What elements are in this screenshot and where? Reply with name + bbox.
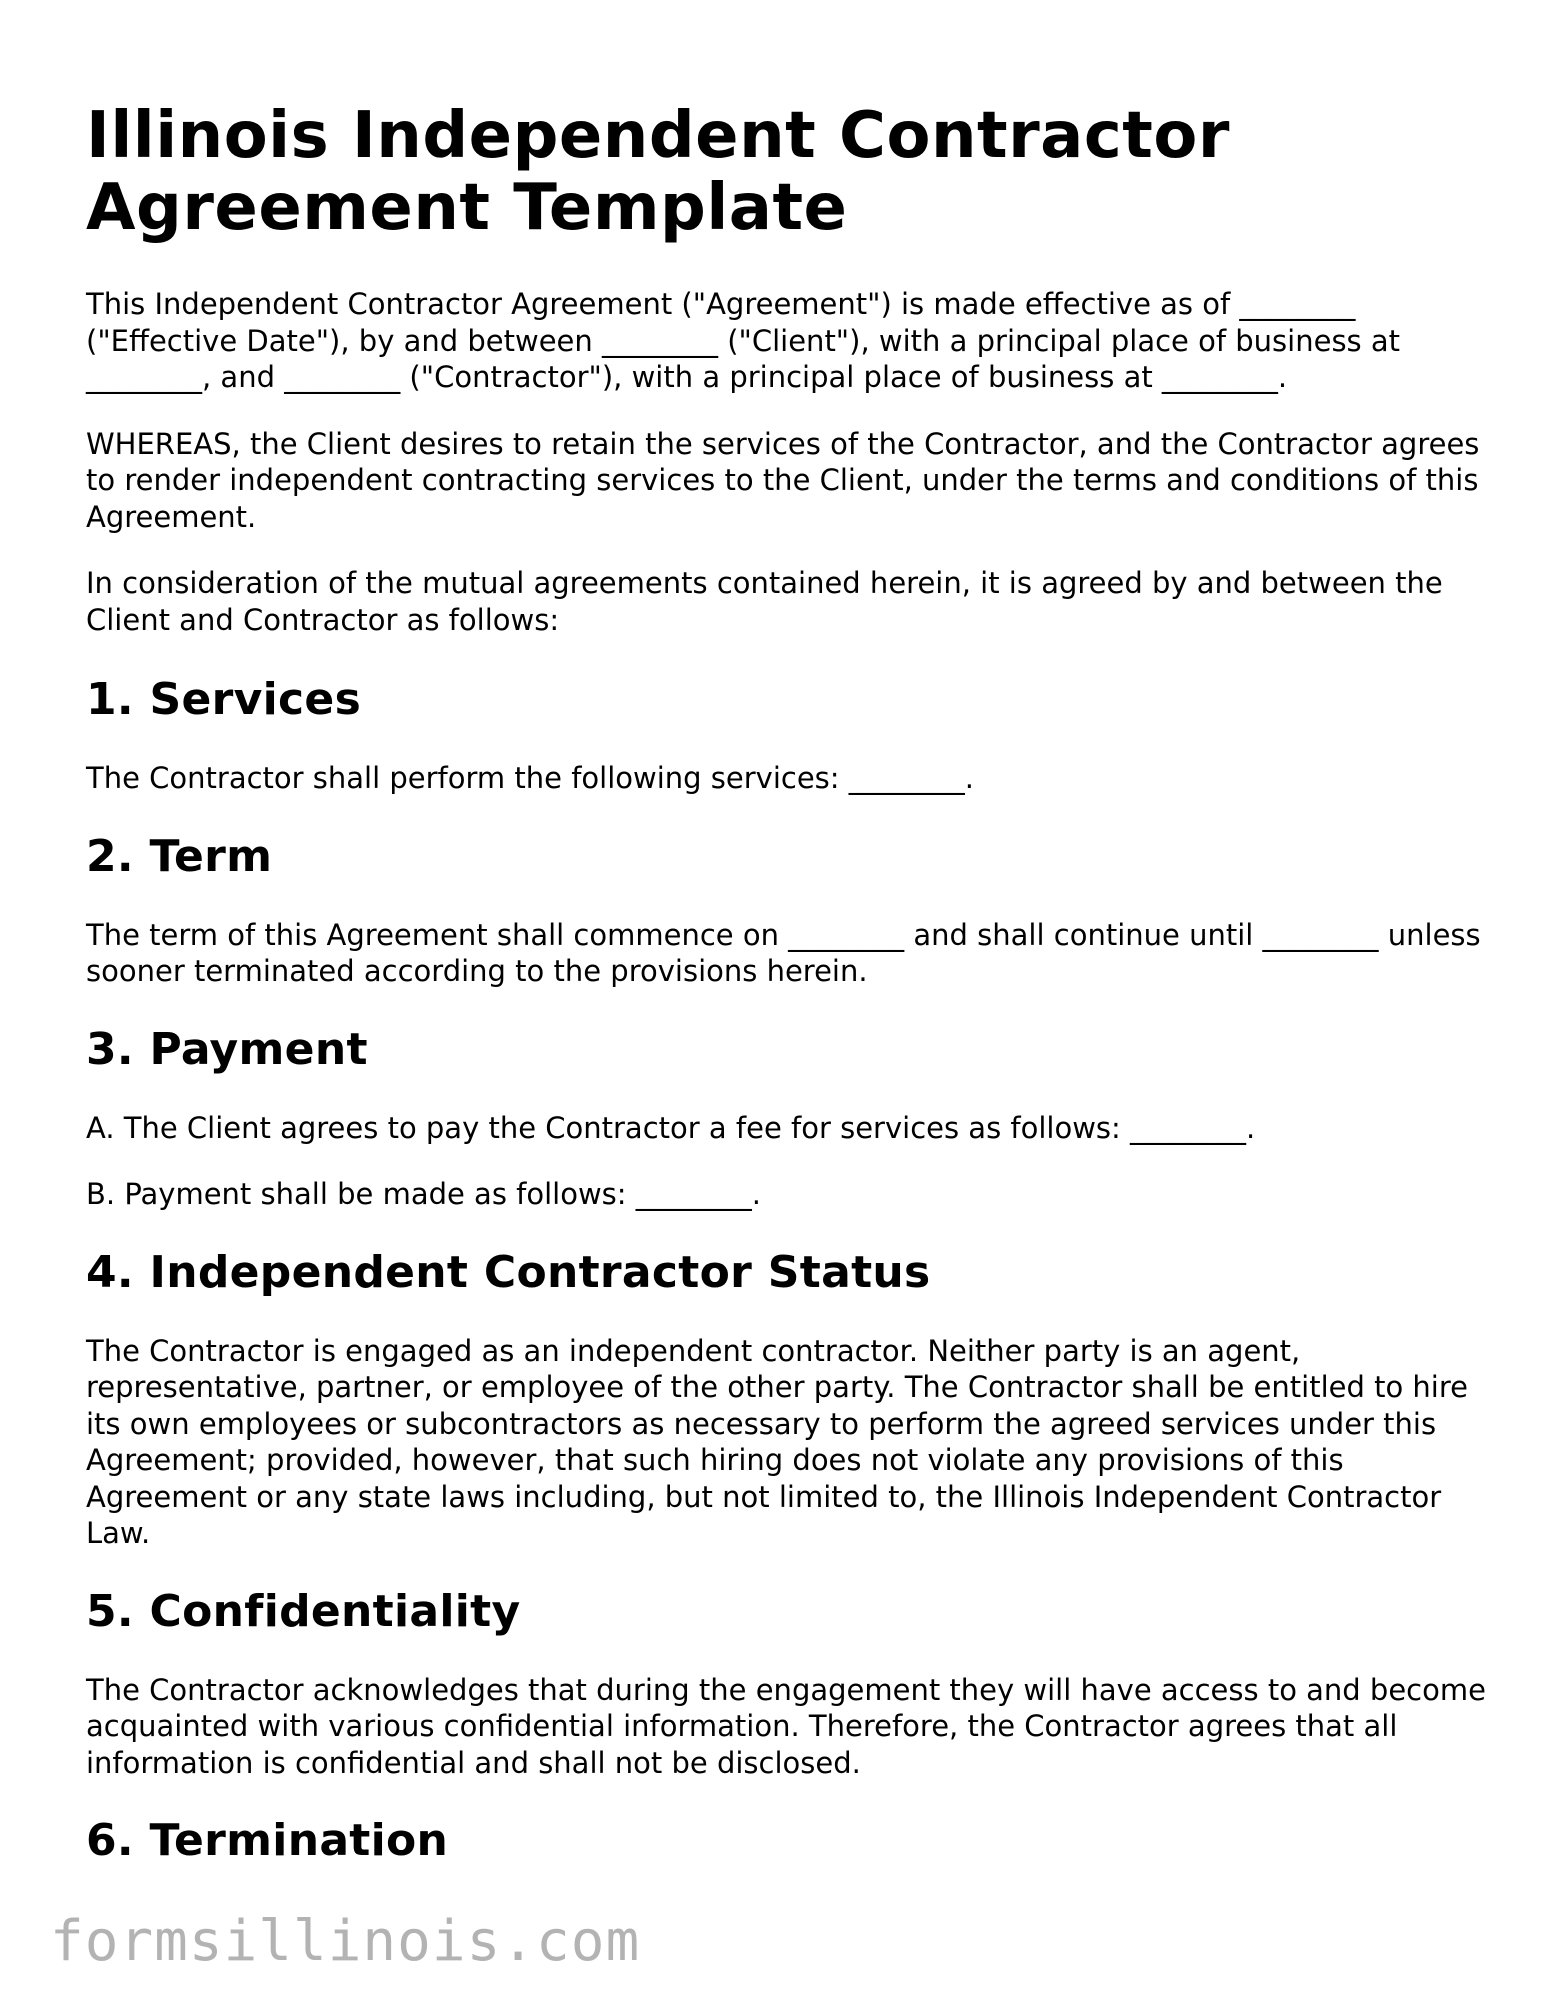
site-watermark: formsillinois.com xyxy=(50,1909,641,1974)
section-heading-confidentiality: 5. Confidentiality xyxy=(86,1585,521,1637)
term-paragraph: The term of this Agreement shall commence on ________ and shall continue until ________ unless sooner terminated according to the provisions herein. xyxy=(86,917,1481,988)
section-heading-term: 2. Term xyxy=(86,830,273,882)
document-page xyxy=(86,100,1486,1901)
document-title: Illinois Independent Contractor Agreement Template xyxy=(86,99,1230,245)
contractor-status-paragraph: The Contractor is engaged as an independent contractor. Neither party is an agent, representative, partner, or employee of the other party. The Contractor shall be entitled to hire its own employees or subcontractors as necessary to perform the agreed services under this Agreement; provided, however, that such hiring does not violate any provisions of this Agreement or any state laws including, but not limited to, the Illinois Independent Contractor Law. xyxy=(86,1333,1468,1550)
confidentiality-paragraph: The Contractor acknowledges that during the engagement they will have access to and become acquainted with various confidential information. Therefore, the Contractor agrees that all information is confidential and shall not be disclosed. xyxy=(86,1672,1486,1780)
section-heading-services: 1. Services xyxy=(86,674,362,725)
intro-paragraph: This Independent Contractor Agreement ("Agreement") is made effective as of ________ ("Effective Date"), by and between ________ ("Client"), with a principal place of business at ________, and ________ ("Contractor"), with a principal place of business at ________. xyxy=(86,287,1401,394)
whereas-paragraph: WHEREAS, the Client desires to retain the services of the Contractor, and the Contractor agrees to render independent contracting services to the Client, under the terms and conditions of this Agreement. xyxy=(86,426,1480,534)
payment-paragraph-a: A. The Client agrees to pay the Contractor a fee for services as follows: ________. xyxy=(86,1110,1256,1145)
consideration-paragraph: In consideration of the mutual agreements contained herein, it is agreed by and between the Client and Contractor as follows: xyxy=(86,566,1443,637)
section-heading-contractor-status: 4. Independent Contractor Status xyxy=(86,1246,931,1298)
section-heading-termination: 6. Termination xyxy=(86,1815,449,1866)
payment-paragraph-b: B. Payment shall be made as follows: ________. xyxy=(86,1177,762,1211)
services-paragraph: The Contractor shall perform the following services: ________. xyxy=(86,761,974,795)
section-heading-payment: 3. Payment xyxy=(86,1023,368,1075)
